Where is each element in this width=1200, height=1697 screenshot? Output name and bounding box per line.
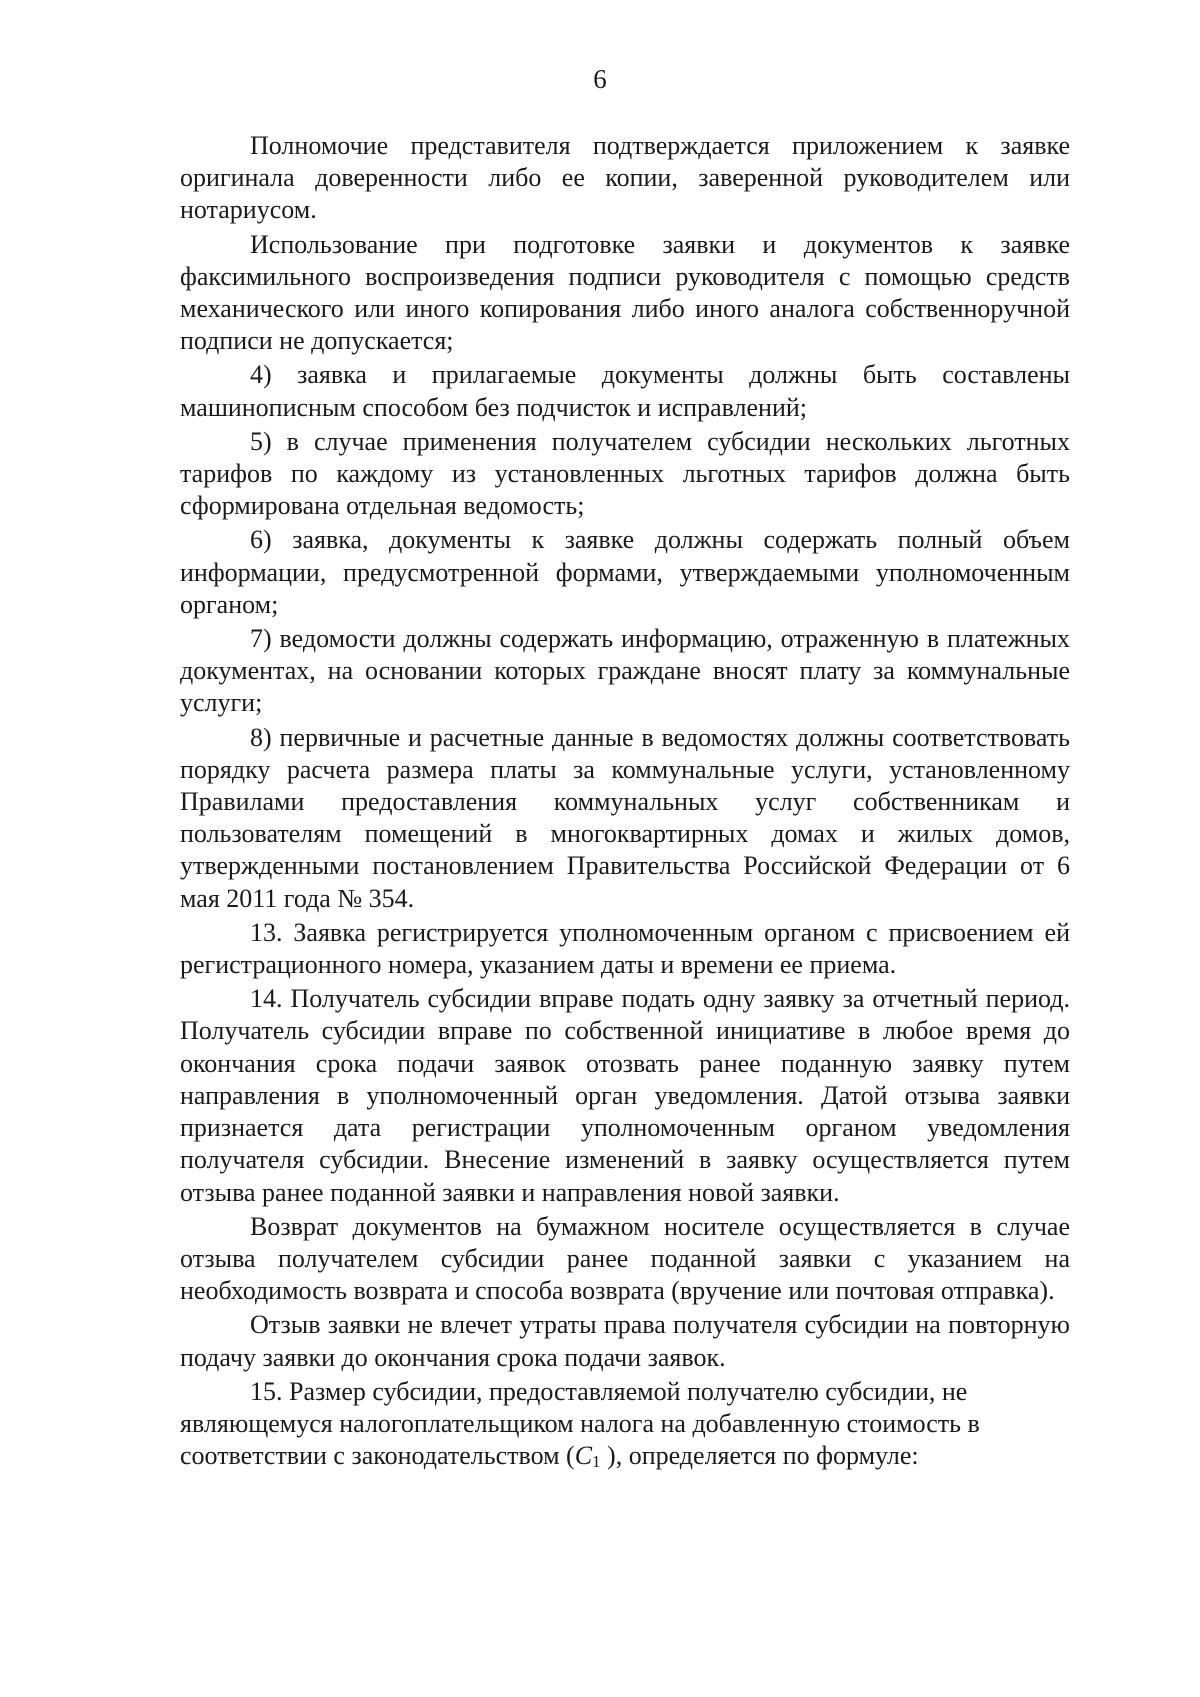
paragraph-facsimile-signature: Использование при подготовке заявки и документов к заявке факсимильного воспроизведения подписи руководителя с помощью средств механического или иного копирования либо иного аналога собственноручной подписи не допускается;: [180, 229, 1070, 356]
paragraph-item-4: 4) заявка и прилагаемые документы должны быть составлены машинописным способом без подчисток и исправлений;: [180, 360, 1070, 422]
page-number: 6: [593, 64, 607, 94]
formula-variable-c: C: [574, 1441, 593, 1471]
paragraph-representative-authority: Полномочие представителя подтверждается приложением к заявке оригинала доверенности либо ее копии, заверенной руководителем или нотариусом.: [180, 131, 1070, 225]
paragraph-section-15: [180, 1376, 1070, 1479]
paragraph-document-return: Возврат документов на бумажном носителе осуществляется в случае отзыва получателем субсидии ранее поданной заявки с указанием на необходимость возврата и способа возврата (вручение или почтовая отправка).: [180, 1211, 1070, 1306]
paragraph-item-8: 8) первичные и расчетные данные в ведомостях должны соответствовать порядку расчета размера платы за коммунальные услуги, установленному Правилами предоставления коммунальных услуг собственникам и пользователям помещений в многоквартирных домах и жилых домов, утвержденными постановлением Правительства Российской Федерации от 6 мая 2011 года № 354.: [180, 722, 1070, 913]
section-15-text-before: 15. Размер субсидии, предоставляемой получателю субсидии, не являющемуся налогоплательщиком налога на добавленную стоимость в соответствии с законодательством (: [180, 1376, 980, 1471]
paragraph-section-14: 14. Получатель субсидии вправе подать одну заявку за отчетный период. Получатель субсидии вправе по собственной инициативе в любое время до окончания срока подачи заявок отозвать ранее поданную заявку путем направления в уполномоченный орган уведомления. Датой отзыва заявки признается дата регистрации уполномоченным органом уведомления получателя субсидии. Внесение изменений в заявку осуществляется путем отзыва ранее поданной заявки и направления новой заявки.: [180, 984, 1070, 1207]
document-body: [180, 130, 1070, 1480]
formula-subscript: 1: [592, 1452, 601, 1472]
paragraph-item-7: 7) ведомости должны содержать информацию, отраженную в платежных документах, на основании которых граждане вносят плату за коммунальные услуги;: [180, 624, 1070, 718]
paragraph-section-13: 13. Заявка регистрируется уполномоченным органом с присвоением ей регистрационного номера, указанием даты и времени ее приема.: [180, 917, 1070, 980]
paragraph-item-6: 6) заявка, документы к заявке должны содержать полный объем информации, предусмотренной формами, утверждаемыми уполномоченным органом;: [180, 525, 1070, 619]
paragraph-withdrawal: Отзыв заявки не влечет утраты права получателя субсидии на повторную подачу заявки до окончания срока подачи заявок.: [180, 1310, 1070, 1372]
section-15-text-after: ), определяется по формуле:: [600, 1441, 919, 1471]
paragraph-item-5: 5) в случае применения получателем субсидии нескольких льготных тарифов по каждому из установленных льготных тарифов должна быть сформирована отдельная ведомость;: [180, 426, 1070, 521]
